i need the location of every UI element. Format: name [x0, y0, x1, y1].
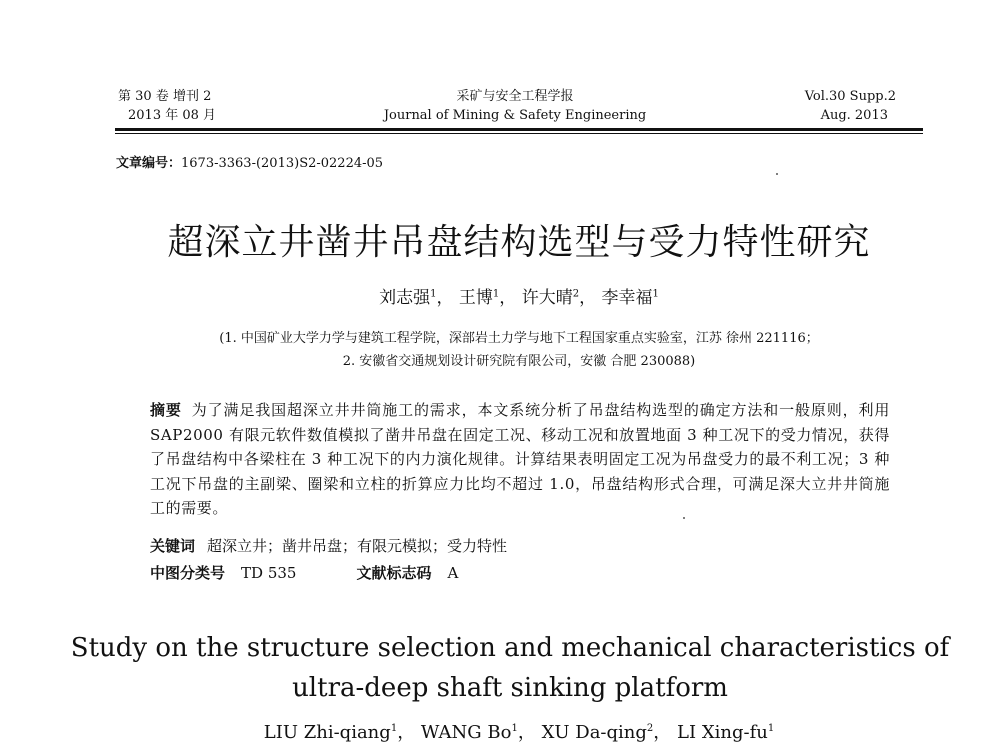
doc-code-label: 文献标志码: [356, 564, 432, 582]
volume-en: Vol.30 Supp.2: [804, 89, 896, 104]
clc-value: TD 535: [241, 564, 297, 582]
clc-label: 中图分类号: [150, 564, 226, 582]
volume-cn: 第 30 卷 增刊 2: [118, 89, 212, 104]
article-number-value: 1673-3363-(2013)S2-02224-05: [181, 156, 384, 171]
volume-issue-en: [696, 87, 896, 125]
affiliation-line-2: 2. 安徽省交通规划设计研究院有限公司，安徽 合肥 230088): [342, 354, 696, 369]
author-cn: 刘志强$^1$，: [379, 288, 454, 308]
journal-name-en: Journal of Mining & Safety Engineering: [383, 108, 647, 123]
doc-code-value: A: [447, 564, 459, 582]
author-cn: 许大晴$^2$，: [521, 288, 597, 308]
abstract-label: 摘要: [150, 401, 182, 419]
authors-cn: [115, 283, 923, 308]
scan-speck: [683, 517, 685, 519]
keywords: [150, 535, 507, 556]
article-number-label: 文章编号：: [116, 156, 182, 171]
header-rule-thick: [115, 128, 923, 131]
authors-en: [115, 718, 923, 744]
journal-name: [350, 87, 680, 125]
keywords-text: 超深立井；凿井吊盘；有限元模拟；受力特性: [207, 537, 508, 555]
scan-speck: [776, 173, 778, 175]
author-cn: 李幸福$^1$: [601, 288, 659, 308]
abstract-text: 为了满足我国超深立井井筒施工的需求，本文系统分析了吊盘结构选型的确定方法和一般原则，利用 SAP2000 有限元软件数值模拟了凿井吊盘在固定工况、移动工况和放置地面 3 种工况下的受力情况，获得了吊盘结构中各梁柱在 3 种工况下的内力演化规律。计算结果表明固定工况为吊盘受力的最不利工况；3 种工况下吊盘的主副梁、圈梁和立柱的折算应力比均不超过 1.0，吊盘结构形式合理，可满足深大立井井筒施工的需要。: [150, 401, 891, 517]
journal-name-cn: 采矿与安全工程学报: [456, 89, 574, 104]
author-cn: 王博$^1$，: [458, 288, 517, 308]
author-en: LIU Zhi-qiang$^1$，: [263, 722, 416, 743]
volume-issue-cn: [118, 87, 318, 125]
abstract: [150, 398, 890, 521]
classification: [150, 562, 458, 583]
title-en: Study on the structure selection and mechanical characteristics of ultra-deep shaft sinking platform: [70, 633, 950, 703]
title-cn: 超深立井凿井吊盘结构选型与受力特性研究: [167, 222, 871, 263]
keywords-label: 关键词: [150, 537, 196, 555]
date-cn: 2013 年 08 月: [128, 108, 217, 123]
article-number: [116, 152, 383, 171]
date-en: Aug. 2013: [820, 108, 888, 123]
affiliation-line-1: (1. 中国矿业大学力学与建筑工程学院，深部岩土力学与地下工程国家重点实验室，江苏 徐州 221116；: [219, 331, 819, 346]
author-en: LI Xing-$fu^1$: [677, 722, 775, 743]
author-en: XU Da-qing$^2$，: [541, 722, 672, 743]
author-en: WANG Bo$^1$，: [420, 722, 536, 743]
header-rule-thin: [115, 133, 923, 134]
